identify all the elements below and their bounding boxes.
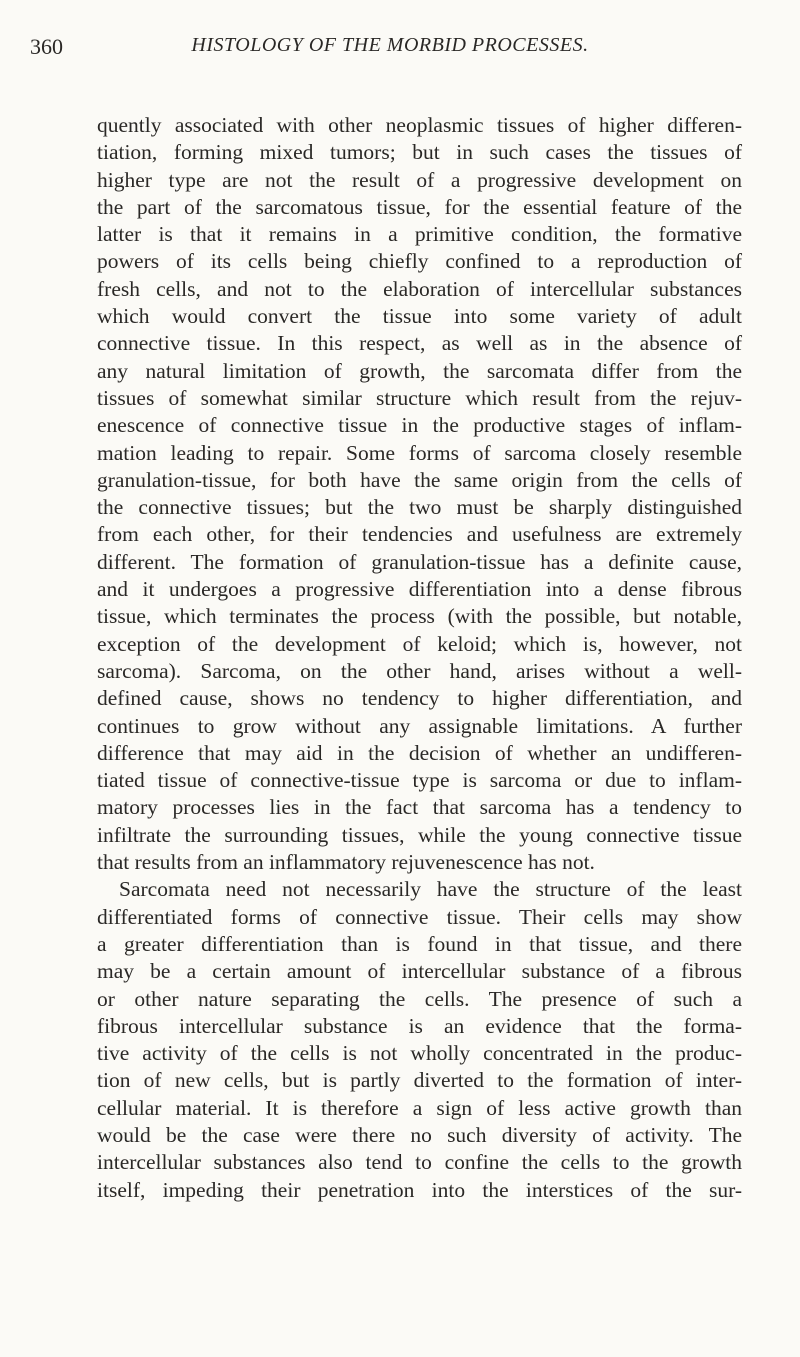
text-line: the part of the sarcomatous tissue, for the essential feature of the <box>97 194 742 219</box>
text-line: fresh cells, and not to the elaboration of intercellular substances <box>97 276 742 301</box>
text-line: cellular material. It is therefore a sign of less active growth than <box>97 1095 742 1120</box>
text-line: higher type are not the result of a progressive development on <box>97 167 742 192</box>
text-line: defined cause, shows no tendency to higher differentiation, and <box>97 686 742 711</box>
text-line: mation leading to repair. Some forms of sarcoma closely resemble <box>97 440 742 465</box>
text-line: which would convert the tissue into some variety of adult <box>97 304 742 329</box>
running-title: HISTOLOGY OF THE MORBID PROCESSES. <box>191 34 589 56</box>
text-line: would be the case were there no such diversity of activity. The <box>97 1122 742 1147</box>
text-line: that results from an inflammatory rejuvenescence has not. <box>97 850 595 875</box>
text-line: difference that may aid in the decision of whether an undifferen- <box>97 740 742 765</box>
page-header <box>30 34 750 62</box>
text-line: granulation-tissue, for both have the same origin from the cells of <box>97 467 742 492</box>
text-line: fibrous intercellular substance is an evidence that the forma- <box>97 1013 742 1038</box>
text-line: quently associated with other neoplasmic tissues of higher differen- <box>97 113 742 137</box>
text-line: exception of the development of keloid; which is, however, not <box>97 631 742 656</box>
text-line: any natural limitation of growth, the sarcomata differ from the <box>97 358 742 383</box>
text-line: latter is that it remains in a primitive condition, the formative <box>97 222 742 247</box>
text-line: intercellular substances also tend to confine the cells to the growth <box>97 1150 742 1175</box>
text-line: Sarcomata need not necessarily have the structure of the least <box>119 877 742 902</box>
text-line: and it undergoes a progressive differentiation into a dense fibrous <box>97 577 742 602</box>
text-line: tive activity of the cells is not wholly concentrated in the produc- <box>97 1041 742 1066</box>
body-text <box>97 112 742 1204</box>
text-line: a greater differentiation than is found in that tissue, and there <box>97 931 742 956</box>
text-line: continues to grow without any assignable limitations. A further <box>97 713 742 738</box>
page-number: 360 <box>30 34 63 59</box>
text-line: itself, impeding their penetration into the interstices of the sur- <box>97 1177 742 1202</box>
text-line: tiation, forming mixed tumors; but in such cases the tissues of <box>97 140 742 165</box>
text-line: tion of new cells, but is partly diverted to the formation of inter- <box>97 1068 742 1093</box>
text-line: differentiated forms of connective tissue. Their cells may show <box>97 904 742 929</box>
text-line: tiated tissue of connective-tissue type is sarcoma or due to inflam- <box>97 768 742 793</box>
text-line: tissue, which terminates the process (with the possible, but notable, <box>97 604 742 629</box>
text-line: infiltrate the surrounding tissues, while the young connective tissue <box>97 822 742 847</box>
text-line: matory processes lies in the fact that sarcoma has a tendency to <box>97 795 742 820</box>
text-line: tissues of somewhat similar structure which result from the rejuv- <box>97 385 742 410</box>
text-line: from each other, for their tendencies and usefulness are extremely <box>97 522 742 547</box>
text-line: sarcoma). Sarcoma, on the other hand, arises without a well- <box>97 658 742 683</box>
text-line: powers of its cells being chiefly confined to a reproduction of <box>97 249 742 274</box>
text-line: enescence of connective tissue in the productive stages of inflam- <box>97 413 742 438</box>
text-line: may be a certain amount of intercellular substance of a fibrous <box>97 959 742 984</box>
text-line: connective tissue. In this respect, as well as in the absence of <box>97 331 742 356</box>
text-line: different. The formation of granulation-tissue has a definite cause, <box>97 549 742 574</box>
text-line: the connective tissues; but the two must be sharply distinguished <box>97 495 742 520</box>
text-line: or other nature separating the cells. The presence of such a <box>97 986 742 1011</box>
